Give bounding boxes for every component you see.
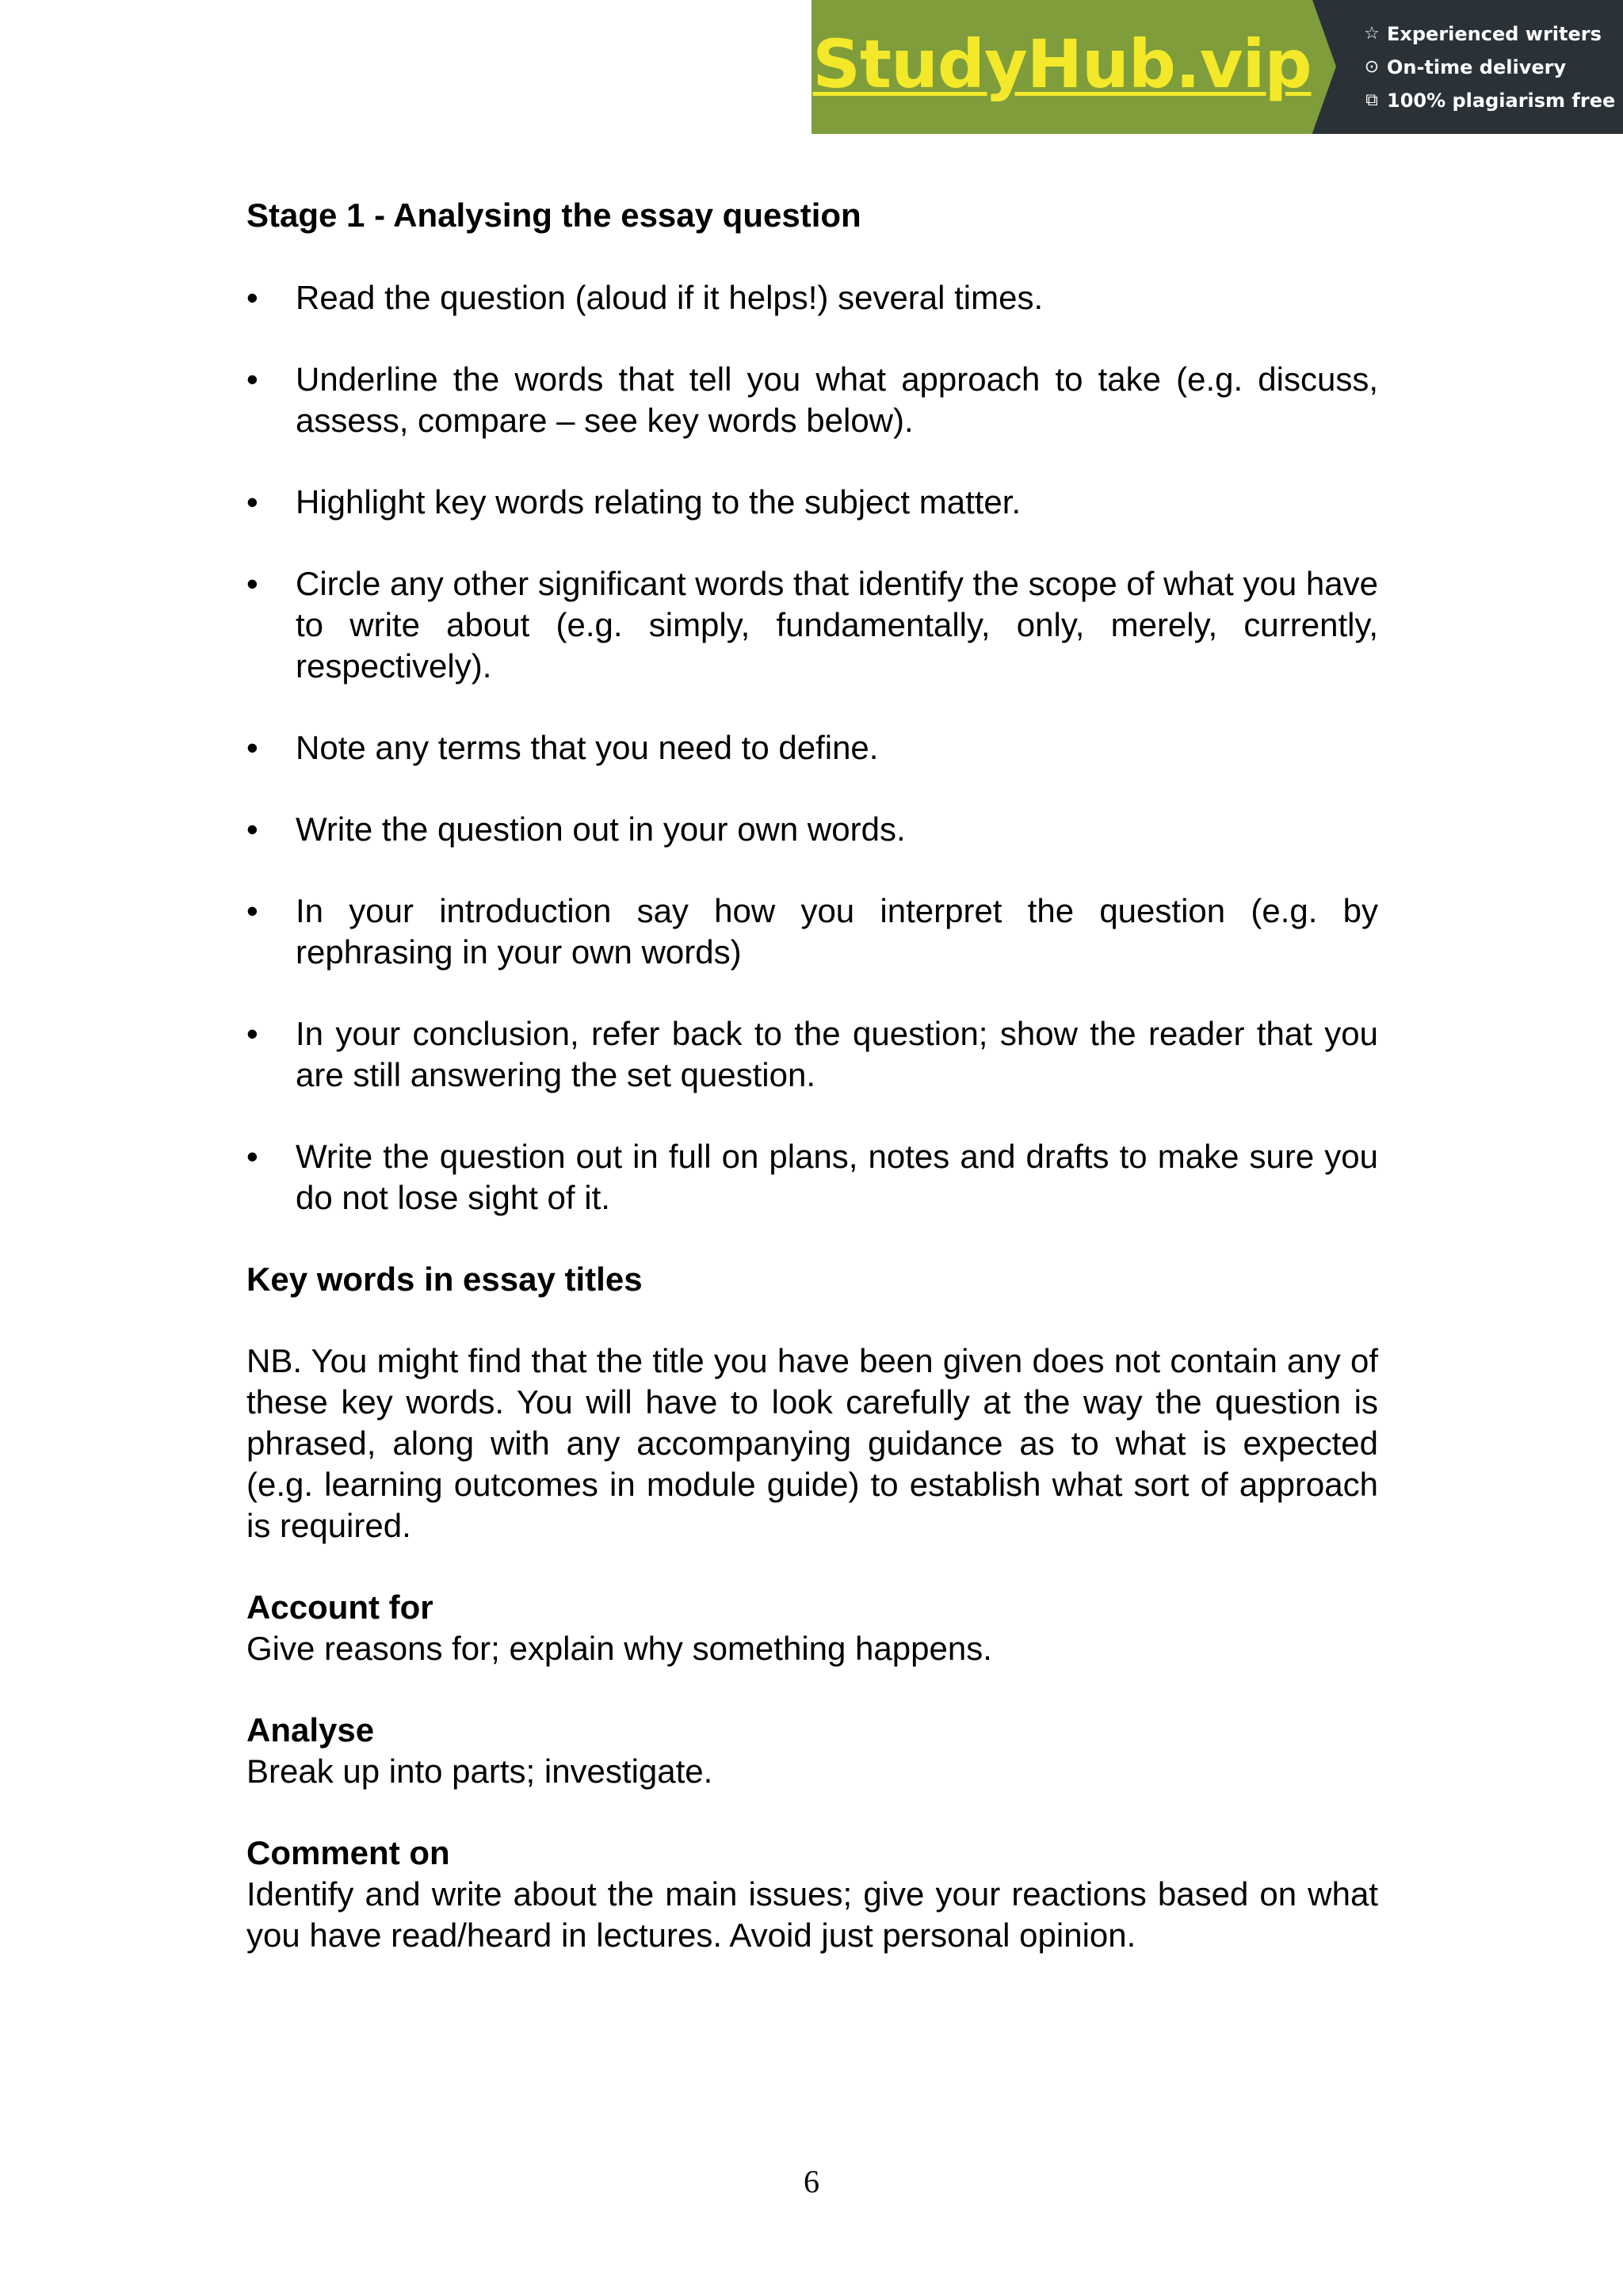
term-title: Comment on	[246, 1834, 450, 1871]
term-definition: Break up into parts; investigate.	[246, 1753, 713, 1790]
bullet-item: • In your introduction say how you interpret the question (e.g. by rephrasing in your own words)	[246, 891, 1378, 973]
bullet-item: • Write the question out in full on plans, notes and drafts to make sure you do not lose sight of it.	[246, 1136, 1378, 1219]
clock-icon: ⊙	[1364, 56, 1380, 77]
term-definition: Identify and write about the main issues; give your reactions based on what you have read/heard in lectures. Avoid just personal opinion.	[246, 1875, 1378, 1954]
bullet-item: • Write the question out in your own words.	[246, 809, 1378, 850]
term-title: Analyse	[246, 1711, 375, 1749]
document-page	[246, 195, 1378, 1956]
stage1-bullet-list	[246, 277, 1378, 1219]
page-number: 6	[804, 2164, 819, 2199]
banner-arrow-shape	[1312, 0, 1336, 133]
term-comment-on	[246, 1833, 1378, 1956]
feature-plagiarism-free	[1363, 87, 1623, 114]
banner-features	[1312, 0, 1623, 134]
term-definition: Give reasons for; explain why something happens.	[246, 1630, 992, 1667]
studyhub-banner[interactable]	[812, 0, 1623, 134]
keywords-heading: Key words in essay titles	[246, 1261, 643, 1298]
term-analyse	[246, 1710, 1378, 1792]
banner-logo[interactable]	[812, 0, 1312, 134]
feature-label: Experienced writers	[1387, 22, 1602, 45]
feature-experienced-writers	[1363, 21, 1623, 48]
bullet-item: • Underline the words that tell you what approach to take (e.g. discuss, assess, compare – see key words below).	[246, 359, 1378, 441]
term-account-for	[246, 1587, 1378, 1669]
bullet-item: • Note any terms that you need to define.	[246, 727, 1378, 769]
term-title: Account for	[246, 1589, 433, 1626]
document-copy-icon: ⧉	[1365, 90, 1378, 110]
keywords-note: NB. You might find that the title you have been given does not contain any of these key words. You will have to look carefully at the way the question is phrased, along with any accompanying guidance as to what is expected (e.g. learning outcomes in module guide) to establish what sort of approach is required.	[246, 1342, 1378, 1544]
star-outline-icon: ☆	[1364, 23, 1380, 44]
logo-text: StudyHub.vip	[812, 25, 1312, 103]
bullet-item: • Circle any other significant words that identify the scope of what you have to write about (e.g. simply, fundamentally, only, merely, currently, respectively).	[246, 563, 1378, 687]
feature-label: On-time delivery	[1387, 55, 1567, 78]
feature-label: 100% plagiarism free	[1387, 89, 1616, 112]
feature-on-time-delivery	[1363, 54, 1623, 81]
bullet-item: • Highlight key words relating to the subject matter.	[246, 482, 1378, 523]
bullet-item: • In your conclusion, refer back to the question; show the reader that you are still answering the set question.	[246, 1013, 1378, 1096]
stage1-heading: Stage 1 - Analysing the essay question	[246, 196, 861, 234]
bullet-item: • Read the question (aloud if it helps!) several times.	[246, 277, 1378, 318]
